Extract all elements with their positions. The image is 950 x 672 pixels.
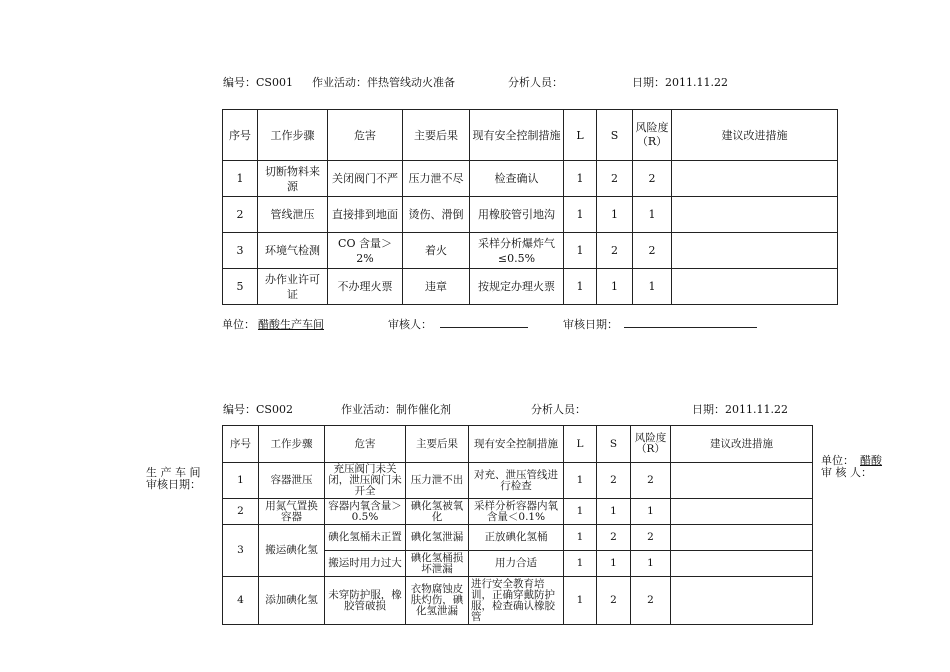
cell-r: 1 [631,551,671,577]
cell-hazard: 碘化氢桶未正置 [325,525,406,551]
col-header: 风险度（R） [633,110,672,161]
cell-step: 用氮气置换容器 [259,499,325,525]
cell-s: 2 [597,233,633,269]
cell-hazard: CO 含量＞2% [328,233,403,269]
right-margin-unit-value: 醋酸 [860,454,882,467]
col-header: 序号 [223,426,259,463]
cell-step: 切断物料来源 [258,161,328,197]
col-header: 建议改进措施 [672,110,838,161]
form1-risk-table [222,109,838,305]
cell-result: 着火 [403,233,470,269]
right-margin-unit-label: 单位： [821,454,854,467]
cell-r: 1 [631,499,671,525]
col-header: 危害 [325,426,406,463]
cell-s: 1 [597,197,633,233]
cell-result: 衣物腐蚀皮肤灼伤，碘化氢泄漏 [406,577,469,625]
cell-suggest [672,233,838,269]
form1-code: 编号：CS001 [223,76,293,89]
cell-control: 用力合适 [469,551,564,577]
cell-s: 1 [597,499,631,525]
cell-suggest [671,525,813,551]
col-header: 主要后果 [406,426,469,463]
cell-suggest [672,197,838,233]
cell-no: 3 [223,233,258,269]
table-row [223,161,838,197]
cell-r: 2 [631,577,671,625]
cell-l: 1 [564,269,597,305]
table-row [223,525,813,551]
table-header-row [223,426,813,463]
cell-result: 碘化氢桶损坏泄漏 [406,551,469,577]
cell-hazard: 充压阀门未关闭，泄压阀门未开全 [325,463,406,499]
cell-no: 5 [223,269,258,305]
form2-analyst: 分析人员： [531,403,586,416]
col-header: 现有安全控制措施 [469,426,564,463]
table-row [223,463,813,499]
cell-control: 正放碘化氢桶 [469,525,564,551]
cell-hazard: 不办理火票 [328,269,403,305]
form2-activity: 作业活动：制作催化剂 [341,403,451,416]
cell-control: 用橡胶管引地沟 [470,197,564,233]
col-header: L [564,110,597,161]
cell-result: 违章 [403,269,470,305]
col-header: 主要后果 [403,110,470,161]
cell-no: 1 [223,161,258,197]
form1-date: 日期：2011.11.22 [632,76,728,89]
cell-step: 环境气检测 [258,233,328,269]
cell-hazard: 未穿防护服，橡胶管破损 [325,577,406,625]
cell-r: 2 [631,463,671,499]
cell-r: 2 [631,525,671,551]
table-row [223,233,838,269]
form1-reviewer-label: 审核人： [388,318,432,331]
col-header: 现有安全控制措施 [470,110,564,161]
table-row [223,269,838,305]
cell-hazard: 搬运时用力过大 [325,551,406,577]
cell-control: 对充、泄压管线进行检查 [469,463,564,499]
table-row [223,499,813,525]
cell-suggest [672,269,838,305]
cell-control: 采样分析容器内氧含量＜0.1% [469,499,564,525]
cell-step: 搬运碘化氢 [259,525,325,577]
cell-no: 4 [223,577,259,625]
col-header: S [597,110,633,161]
cell-step: 添加碘化氢 [259,577,325,625]
cell-r: 2 [633,161,672,197]
form1-review-date-line [624,327,757,328]
form1-analyst: 分析人员： [508,76,563,89]
col-header: 风险度（R） [631,426,671,463]
col-header: 建议改进措施 [671,426,813,463]
cell-s: 2 [597,463,631,499]
cell-result: 压力泄不出 [406,463,469,499]
cell-l: 1 [564,233,597,269]
cell-suggest [671,577,813,625]
form1-review-date-label: 审核日期： [563,318,618,331]
form2-risk-table [222,425,813,625]
form1-unit-label: 单位： [222,318,255,331]
table-row [223,197,838,233]
cell-result: 压力泄不尽 [403,161,470,197]
cell-s: 2 [597,577,631,625]
form1-unit-value: 醋酸生产车间 [258,318,324,331]
cell-step: 管线泄压 [258,197,328,233]
left-margin-workshop: 生 产 车 间 [146,466,201,479]
cell-control: 按规定办理火票 [470,269,564,305]
cell-hazard: 直接排到地面 [328,197,403,233]
form1-activity: 作业活动：伴热管线动火准备 [312,76,455,89]
cell-l: 1 [564,161,597,197]
col-header: 危害 [328,110,403,161]
form2-code: 编号：CS002 [223,403,293,416]
cell-no: 2 [223,197,258,233]
cell-hazard: 关闭阀门不严 [328,161,403,197]
cell-l: 1 [564,197,597,233]
right-margin-reviewer: 审 核 人： [821,466,872,479]
cell-control: 进行安全教育培训，正确穿戴防护服，检查确认橡胶管 [469,577,564,625]
cell-suggest [671,499,813,525]
cell-l: 1 [564,499,597,525]
cell-result: 碘化氢泄漏 [406,525,469,551]
cell-no: 1 [223,463,259,499]
cell-control: 采样分析爆炸气≤0.5% [470,233,564,269]
cell-control: 检查确认 [470,161,564,197]
col-header: 序号 [223,110,258,161]
table-row [223,577,813,625]
cell-r: 1 [633,197,672,233]
col-header: 工作步骤 [259,426,325,463]
cell-result: 碘化氢被氧化 [406,499,469,525]
cell-result: 烫伤、滑倒 [403,197,470,233]
cell-s: 1 [597,269,633,305]
cell-suggest [671,463,813,499]
cell-l: 1 [564,525,597,551]
cell-l: 1 [564,577,597,625]
col-header: S [597,426,631,463]
form2-date: 日期：2011.11.22 [692,403,788,416]
cell-s: 1 [597,551,631,577]
table-header-row [223,110,838,161]
cell-no: 2 [223,499,259,525]
cell-l: 1 [564,551,597,577]
cell-suggest [672,161,838,197]
cell-r: 2 [633,233,672,269]
form1-reviewer-line [440,327,528,328]
left-margin-review-date: 审核日期： [146,478,201,491]
cell-step: 办作业许可证 [258,269,328,305]
cell-l: 1 [564,463,597,499]
cell-r: 1 [633,269,672,305]
cell-s: 2 [597,161,633,197]
col-header: L [564,426,597,463]
cell-no: 3 [223,525,259,577]
cell-hazard: 容器内氧含量＞0.5% [325,499,406,525]
cell-s: 2 [597,525,631,551]
col-header: 工作步骤 [258,110,328,161]
cell-suggest [671,551,813,577]
cell-step: 容器泄压 [259,463,325,499]
